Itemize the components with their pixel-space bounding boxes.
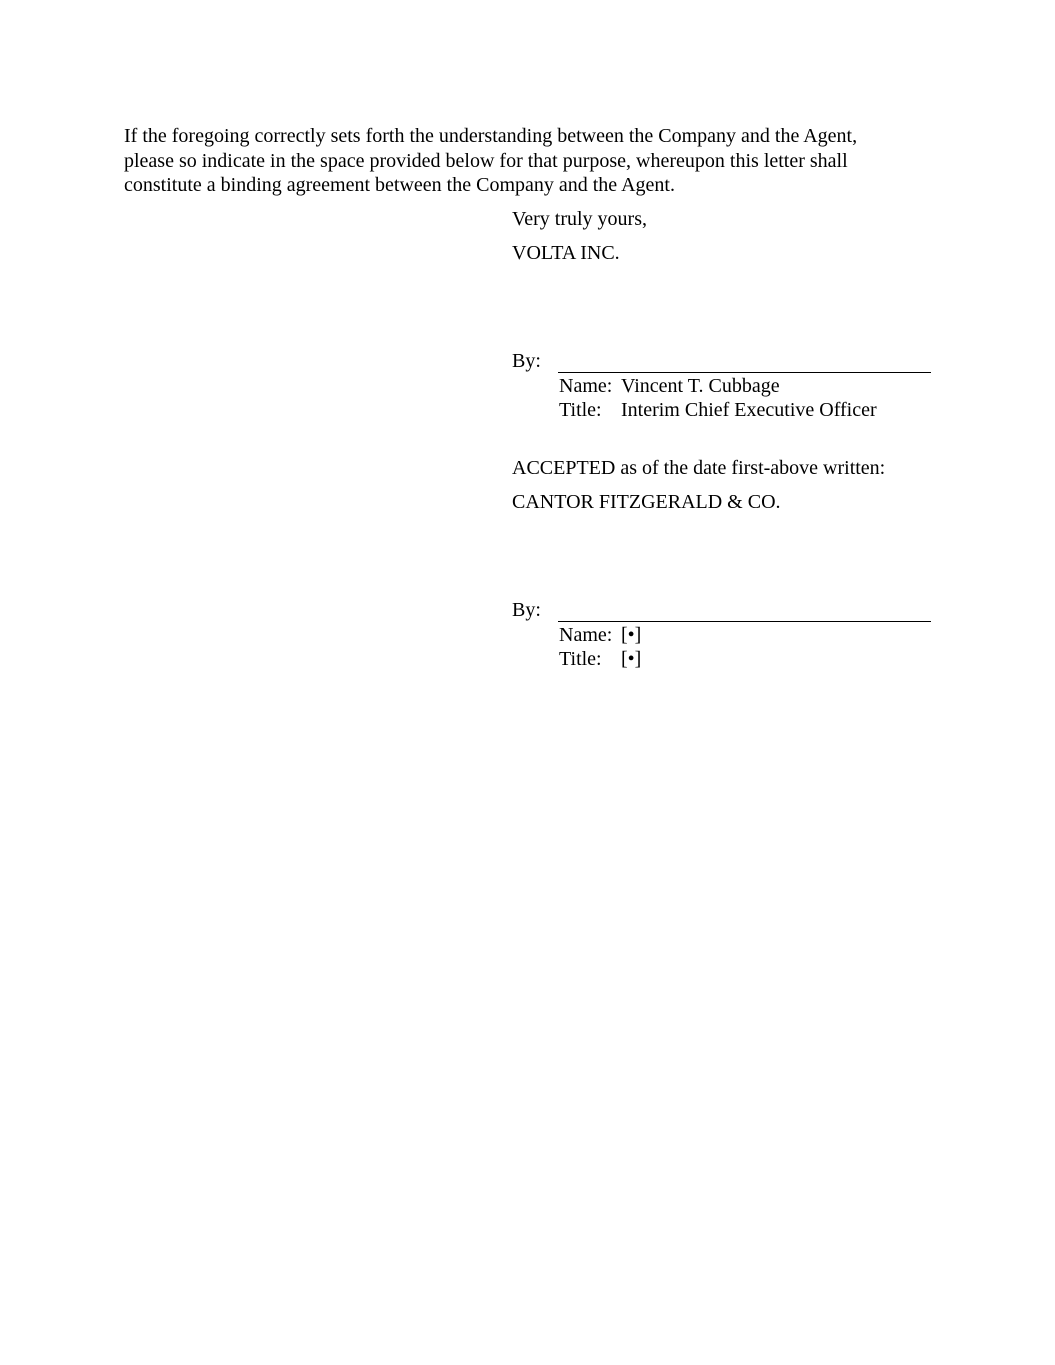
by-label: By: [512, 599, 541, 621]
agent-signature-line [558, 621, 931, 622]
signatory-name: Vincent T. Cubbage [621, 375, 780, 397]
agent-signatory-name: [•] [621, 624, 642, 646]
signatory-title: Interim Chief Executive Officer [621, 399, 877, 421]
body-paragraph [124, 124, 924, 198]
agent-signatory-title: [•] [621, 648, 642, 670]
title-label: Title: [559, 648, 602, 670]
acceptance-statement: ACCEPTED as of the date first-above written: [512, 457, 886, 479]
by-label: By: [512, 350, 541, 372]
body-line: constitute a binding agreement between the Company and the Agent. [124, 174, 675, 196]
body-line: If the foregoing correctly sets forth the understanding between the Company and the Agent, [124, 125, 858, 147]
name-label: Name: [559, 624, 613, 646]
agent-name: CANTOR FITZGERALD & CO. [512, 491, 781, 513]
body-line: please so indicate in the space provided below for that purpose, whereupon this letter shall [124, 149, 848, 172]
company-signature-line [558, 372, 931, 373]
name-label: Name: [559, 375, 613, 397]
title-label: Title: [559, 399, 602, 421]
closing: Very truly yours, [512, 208, 647, 230]
company-name: VOLTA INC. [512, 242, 620, 264]
